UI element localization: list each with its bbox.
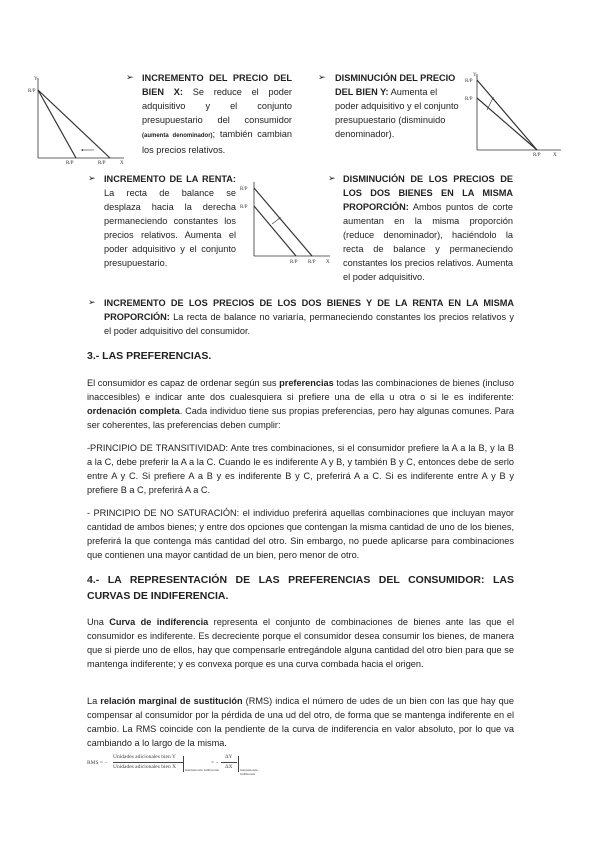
svg-text:R/P: R/P — [465, 79, 473, 84]
block-price-x-increase: INCREMENTO DEL PRECIO DEL BIEN X: Se reduce el poder adquisitivo y el conjunto presupuestario del consumidor (aumenta denominador); también cambian los precios relativos. — [142, 73, 292, 155]
budget-chart-price-x-increase — [28, 70, 128, 165]
svg-text:R/P: R/P — [240, 187, 248, 192]
budget-chart-income-increase — [240, 178, 332, 264]
svg-text:X: X — [553, 153, 557, 158]
section-4-heading: 4.- LA REPRESENTACIÓN DE LAS PREFERENCIAS DEL CONSUMIDOR: LAS CURVAS DE INDIFERENCIA. — [87, 574, 514, 602]
svg-text:X: X — [326, 260, 330, 264]
svg-text:R/P: R/P — [240, 205, 248, 210]
budget-chart-price-y-decrease — [465, 68, 565, 158]
budget-line-new — [38, 90, 76, 158]
block-price-y-decrease: DISMINUCIÓN DEL PRECIO DEL BIEN Y: Aumenta el poder adquisitivo y el conjunto presupuestario (disminuido denominador). — [335, 73, 459, 139]
svg-text:R/P: R/P — [290, 260, 298, 264]
arrow-bullet-icon: ➢ — [126, 72, 134, 82]
arrow-bullet-icon: ➢ — [88, 173, 96, 183]
arrow-bullet-icon: ➢ — [88, 297, 96, 307]
svg-text:Y: Y — [473, 73, 477, 78]
block-income-increase: INCREMENTO DE LA RENTA: La recta de balance se desplaza hacia la derecha permaneciendo constantes los precios relativos. Aumenta el poder adquisitivo y el conjunto presupuestario. — [104, 174, 236, 268]
section-4-paragraph-2: La relación marginal de sustitución (RMS) indica el número de udes de un bien con las que hay que compensar al consumidor por la pérdida de una ud del otro, de forma que se mantenga indiferente en el cambio. La RMS coincide con la pendiente de la curva de indiferencia en valor absoluto, por lo que va cambiando a lo largo de la misma. — [87, 696, 514, 748]
section-3-transitivity: -PRINCIPIO DE TRANSITIVIDAD: Ante tres combinaciones, si el consumidor prefiere la A a la B, y la B a la C, debe preferir la A a la C. Cuando le es indiferente A y B, y también B y C, entonces debe de serlo entre A y C. Si prefiere A a B y es indiferente B y C, preferirá A a C. Si es indiferente entre A y B y prefiere B a C, preferirá A a C. — [87, 443, 514, 495]
svg-text:Y: Y — [34, 77, 38, 82]
svg-text:R/P: R/P — [28, 89, 36, 94]
section-3-non-saturation: - PRINCIPIO DE NO SATURACIÓN: el individuo preferirá aquellas combinaciones que incluyan mayor cantidad de ambos bienes; y entre dos opciones que contengan la misma cantidad de uno de los bienes, preferirá la que contenga más cantidad del otro. Sin embargo, no puede aplicarse para combinaciones que contienen una mayor cantidad de un bien, pero menor de otro. — [87, 508, 514, 560]
svg-text:X: X — [120, 161, 124, 165]
block-prices-and-income-increase: INCREMENTO DE LOS PRECIOS DE LOS DOS BIENES Y DE LA RENTA EN LA MISMA PROPORCIÓN: La recta de balance no variaría, permaneciendo constantes los precios relativos y el poder adquisitivo del consumidor. — [104, 298, 514, 336]
budget-line-new — [254, 188, 312, 256]
section-4-paragraph-1: Una Curva de indiferencia representa el conjunto de combinaciones de bienes ante las que el consumidor es indiferente. Es decreciente porque el consumidor desea consumir los bienes, de manera que si pierde uno de ellos, hay que compensarle entregándole alguna cantidad del otro bien para que se mantenga indiferente; y es convexa porque es una curva combada hacia el origen. — [87, 617, 514, 669]
budget-line-original — [477, 98, 537, 150]
budget-line-original — [38, 90, 110, 158]
section-3-paragraph-1: El consumidor es capaz de ordenar según sus preferencias todas las combinaciones de bienes (incluso inaccesibles) e indicar ante dos cualesquiera si prefiere una de ella u otra o si le es indiferente: ordenación completa. Cada individuo tiene sus propias preferencias, pero hay algunas comunes. Para ser coherentes, las preferencias deben cumplir: — [87, 378, 515, 430]
svg-text:R/P: R/P — [465, 97, 473, 102]
svg-text:R/P: R/P — [533, 153, 541, 158]
svg-text:R/P: R/P — [66, 161, 74, 165]
svg-text:R/P: R/P — [308, 260, 316, 264]
budget-line-new — [477, 80, 537, 150]
rms-formula: RMS = − Unidades adicionales bien Y Unidades adicionales bien X manteniendo indiferente = − ΔY ΔX manteniendo indiferente — [87, 754, 259, 776]
block-both-prices-decrease: DISMINUCIÓN DE LOS PRECIOS DE LOS DOS BIENES EN LA MISMA PROPORCIÓN: Ambos puntos de corte aumentan en la misma proporción (reduce denominador), haciéndolo la recta de balance y permaneciendo constantes los precios relativos. Aumenta el poder adquisitivo. — [343, 174, 514, 282]
arrow-bullet-icon: ➢ — [318, 72, 326, 82]
arrow-bullet-icon: ➢ — [328, 173, 336, 183]
section-3-heading: 3.- LAS PREFERENCIAS. — [87, 350, 212, 362]
svg-text:R/P: R/P — [98, 161, 106, 165]
